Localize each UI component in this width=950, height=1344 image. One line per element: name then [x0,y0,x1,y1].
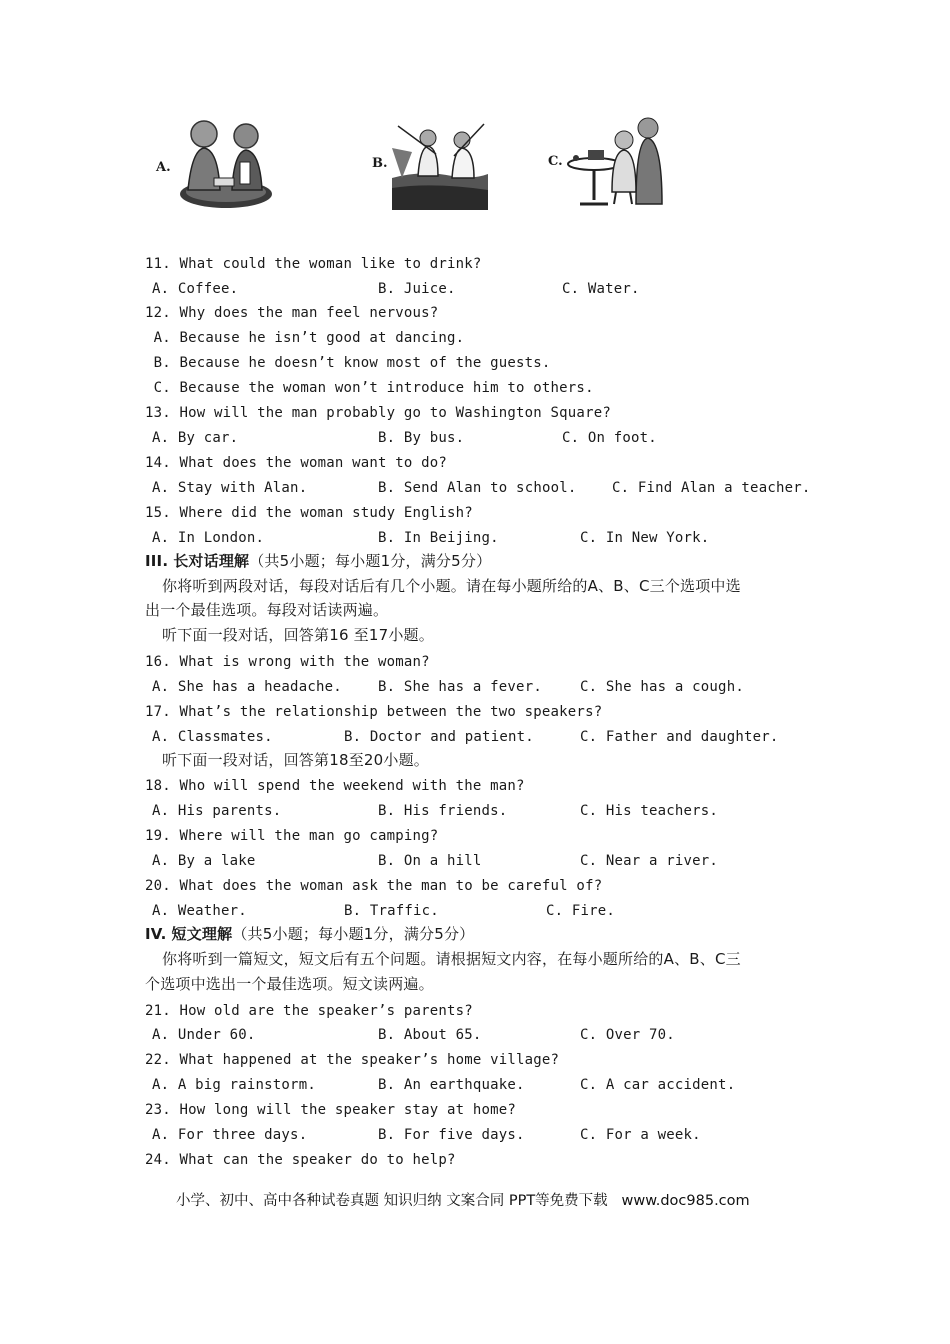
section-3-number: III. [145,552,169,570]
q17-option-b: B. Doctor and patient. [344,729,534,745]
section-4-title: 短文理解 [171,925,233,943]
q17-option-a: A. Classmates. [152,729,273,745]
q19-option-c: C. Near a river. [580,853,719,869]
q22-option-c: C. A car accident. [580,1077,736,1093]
question-13: 13. How will the man probably go to Washington Square? [145,405,611,421]
section-3-title: 长对话理解 [173,552,250,570]
q21-option-b: B. About 65. [378,1027,482,1043]
q22-option-b: B. An earthquake. [378,1077,525,1093]
question-15: 15. Where did the woman study English? [145,505,473,521]
q18-option-c: C. His teachers. [580,803,719,819]
q15-option-a: A. In London. [152,530,265,546]
q14-option-a: A. Stay with Alan. [152,480,308,496]
q11-option-c: C. Water. [562,281,640,297]
footer-download-banner: 小学、初中、高中各种试卷真题 知识归纳 文案合同 PPT等免费下载 www.doc985.com [176,1193,750,1209]
section-3-instruction-line-2: 出一个最佳选项。每段对话读两遍。 [145,601,389,619]
q20-option-a: A. Weather. [152,903,247,919]
two-women-at-table-icon [174,112,274,212]
question-19: 19. Where will the man go camping? [145,828,439,844]
q23-option-a: A. For three days. [152,1127,308,1143]
q11-option-b: B. Juice. [378,281,456,297]
picture-options [148,112,688,222]
q19-option-b: B. On a hill [378,853,482,869]
q13-option-c: C. On foot. [562,430,657,446]
q15-option-c: C. In New York. [580,530,710,546]
section-3-heading [145,551,491,571]
q18-option-a: A. His parents. [152,803,282,819]
q20-option-c: C. Fire. [546,903,616,919]
two-men-fishing-icon [392,118,488,210]
question-18: 18. Who will spend the weekend with the man? [145,778,525,794]
couple-at-cafe-table-icon [566,112,666,208]
q16-option-a: A. She has a headache. [152,679,342,695]
picture-b-label: B. [372,156,388,171]
q21-option-a: A. Under 60. [152,1027,256,1043]
section-4-number: IV. [145,925,167,943]
q22-option-a: A. A big rainstorm. [152,1077,316,1093]
q13-option-a: A. By car. [152,430,239,446]
q11-option-a: A. Coffee. [152,281,239,297]
question-12: 12. Why does the man feel nervous? [145,305,439,321]
q18-option-b: B. His friends. [378,803,508,819]
q12-option-a: A. Because he isn’t good at dancing. [145,330,465,346]
q23-option-c: C. For a week. [580,1127,701,1143]
question-21: 21. How old are the speaker’s parents? [145,1003,473,1019]
question-11: 11. What could the woman like to drink? [145,256,482,272]
question-22: 22. What happened at the speaker’s home village? [145,1052,560,1068]
section-4-heading [145,924,474,944]
section-3-instruction-line-1: 你将听到两段对话，每段对话后有几个小题。请在每小题所给的A、B、C三个选项中选 [162,577,741,595]
question-24: 24. What can the speaker do to help? [145,1152,456,1168]
q23-option-b: B. For five days. [378,1127,525,1143]
picture-a-label: A. [156,160,171,175]
q13-option-b: B. By bus. [378,430,465,446]
question-14: 14. What does the woman want to do? [145,455,448,471]
q14-option-b: B. Send Alan to school. [378,480,577,496]
q17-option-c: C. Father and daughter. [580,729,779,745]
section-3-subinstruction-1: 听下面一段对话，回答第16 至17小题。 [162,626,434,644]
section-3-subinstruction-2: 听下面一段对话，回答第18至20小题。 [162,751,429,769]
q16-option-b: B. She has a fever. [378,679,542,695]
q12-option-b: B. Because he doesn’t know most of the guests. [145,355,551,371]
q20-option-b: B. Traffic. [344,903,439,919]
q19-option-a: A. By a lake [152,853,256,869]
section-4-instruction-line-2: 个选项中选出一个最佳选项。短文读两遍。 [145,975,434,993]
q16-option-c: C. She has a cough. [580,679,744,695]
picture-c-label: C. [548,154,563,169]
q15-option-b: B. In Beijing. [378,530,499,546]
section-4-instruction-line-1: 你将听到一篇短文，短文后有五个问题。请根据短文内容，在每小题所给的A、B、C三 [162,950,741,968]
q14-option-c: C. Find Alan a teacher. [612,480,811,496]
q21-option-c: C. Over 70. [580,1027,675,1043]
section-4-note: （共5小题；每小题1分，满分5分） [232,925,475,943]
section-3-note: （共5小题；每小题1分，满分5分） [249,552,492,570]
question-20: 20. What does the woman ask the man to be careful of? [145,878,603,894]
question-23: 23. How long will the speaker stay at home? [145,1102,517,1118]
q12-option-c: C. Because the woman won’t introduce him to others. [145,380,594,396]
question-16: 16. What is wrong with the woman? [145,654,430,670]
question-17: 17. What’s the relationship between the two speakers? [145,704,603,720]
